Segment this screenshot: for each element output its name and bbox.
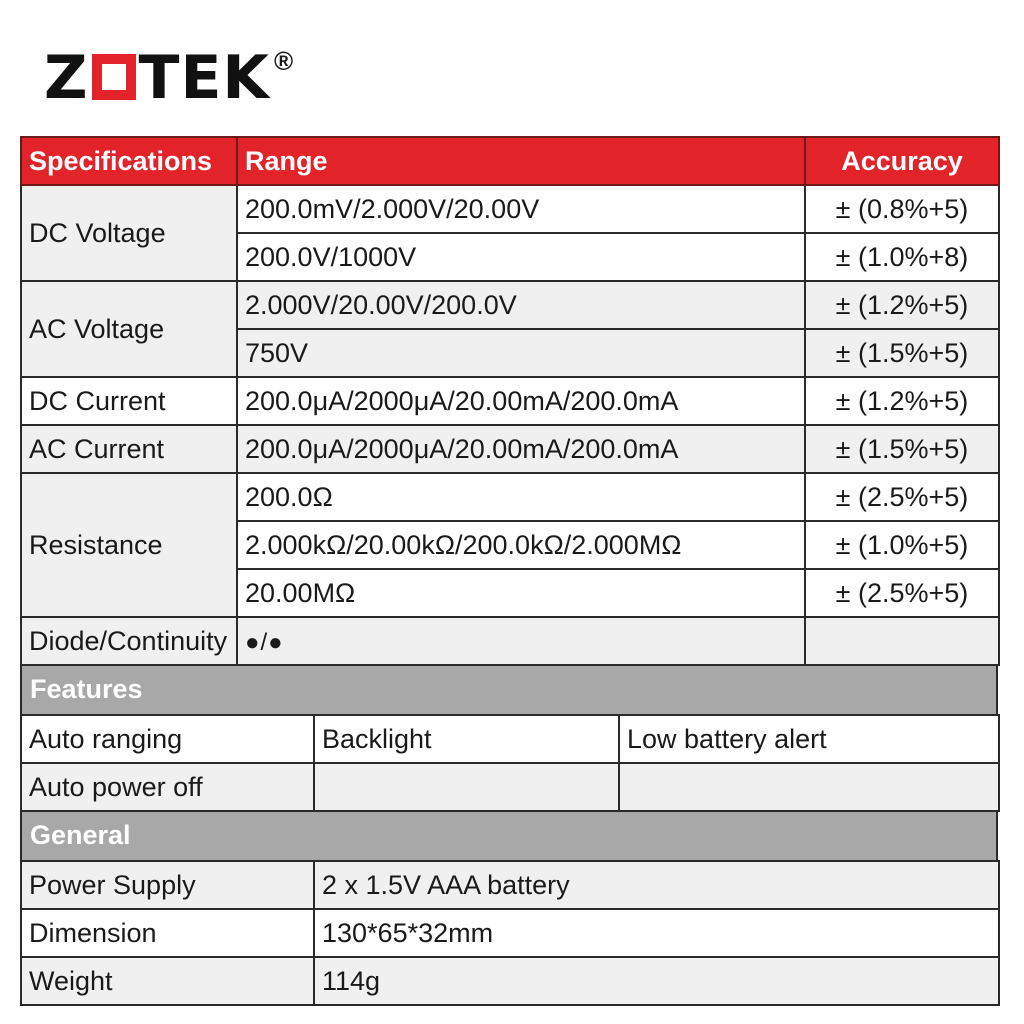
dc-voltage-accuracy-2: ± (1.0%+8) xyxy=(805,233,999,281)
table-row xyxy=(21,617,999,665)
logo-letters-tek: TEK xyxy=(138,43,270,113)
dc-current-range: 200.0μA/2000μA/20.00mA/200.0mA xyxy=(237,377,805,425)
weight-value: 114g xyxy=(314,957,999,1005)
ac-voltage-accuracy-1: ± (1.2%+5) xyxy=(805,281,999,329)
dc-voltage-accuracy-1: ± (0.8%+5) xyxy=(805,185,999,233)
feature-empty-2 xyxy=(619,763,999,811)
table-row xyxy=(21,185,999,233)
resistance-accuracy-2: ± (1.0%+5) xyxy=(805,521,999,569)
registered-mark: ® xyxy=(273,46,294,76)
table-row xyxy=(21,425,999,473)
power-supply-value: 2 x 1.5V AAA battery xyxy=(314,861,999,909)
ac-voltage-accuracy-2: ± (1.5%+5) xyxy=(805,329,999,377)
features-section-title: Features xyxy=(20,666,998,714)
general-section-title: General xyxy=(20,812,998,860)
feature-backlight: Backlight xyxy=(314,715,619,763)
power-supply-label: Power Supply xyxy=(21,861,314,909)
resistance-accuracy-3: ± (2.5%+5) xyxy=(805,569,999,617)
logo-letter-z: Z xyxy=(44,43,89,113)
dc-voltage-range-2: 200.0V/1000V xyxy=(237,233,805,281)
header-range: Range xyxy=(237,137,805,185)
resistance-range-2: 2.000kΩ/20.00kΩ/200.0kΩ/2.000MΩ xyxy=(237,521,805,569)
table-row xyxy=(21,715,999,763)
specifications-table xyxy=(20,136,1000,666)
feature-auto-ranging: Auto ranging xyxy=(21,715,314,763)
ac-voltage-label: AC Voltage xyxy=(21,281,237,377)
resistance-accuracy-1: ± (2.5%+5) xyxy=(805,473,999,521)
resistance-range-3: 20.00MΩ xyxy=(237,569,805,617)
feature-empty-1 xyxy=(314,763,619,811)
table-row xyxy=(21,377,999,425)
dc-voltage-range-1: 200.0mV/2.000V/20.00V xyxy=(237,185,805,233)
table-row xyxy=(21,473,999,521)
table-row xyxy=(21,957,999,1005)
features-table xyxy=(20,714,1000,812)
specifications-header-row xyxy=(21,137,999,185)
general-table xyxy=(20,860,1000,1006)
feature-low-battery-alert: Low battery alert xyxy=(619,715,999,763)
header-specifications: Specifications xyxy=(21,137,237,185)
dimension-value: 130*65*32mm xyxy=(314,909,999,957)
weight-label: Weight xyxy=(21,957,314,1005)
resistance-label: Resistance xyxy=(21,473,237,617)
diode-continuity-accuracy xyxy=(805,617,999,665)
ac-current-label: AC Current xyxy=(21,425,237,473)
ac-current-range: 200.0μA/2000μA/20.00mA/200.0mA xyxy=(237,425,805,473)
table-row xyxy=(21,909,999,957)
logo-o-square-icon xyxy=(92,54,136,100)
dc-current-label: DC Current xyxy=(21,377,237,425)
diode-buzzer-icon: ●/● xyxy=(245,628,284,656)
dc-voltage-label: DC Voltage xyxy=(21,185,237,281)
feature-auto-power-off: Auto power off xyxy=(21,763,314,811)
header-accuracy: Accuracy xyxy=(805,137,999,185)
dc-current-accuracy: ± (1.2%+5) xyxy=(805,377,999,425)
table-row xyxy=(21,763,999,811)
resistance-range-1: 200.0Ω xyxy=(237,473,805,521)
ac-voltage-range-2: 750V xyxy=(237,329,805,377)
diode-continuity-label: Diode/Continuity xyxy=(21,617,237,665)
table-row xyxy=(21,861,999,909)
ac-current-accuracy: ± (1.5%+5) xyxy=(805,425,999,473)
zotek-logo xyxy=(44,43,294,113)
table-row xyxy=(21,281,999,329)
ac-voltage-range-1: 2.000V/20.00V/200.0V xyxy=(237,281,805,329)
diode-continuity-symbol-cell xyxy=(237,617,805,665)
dimension-label: Dimension xyxy=(21,909,314,957)
